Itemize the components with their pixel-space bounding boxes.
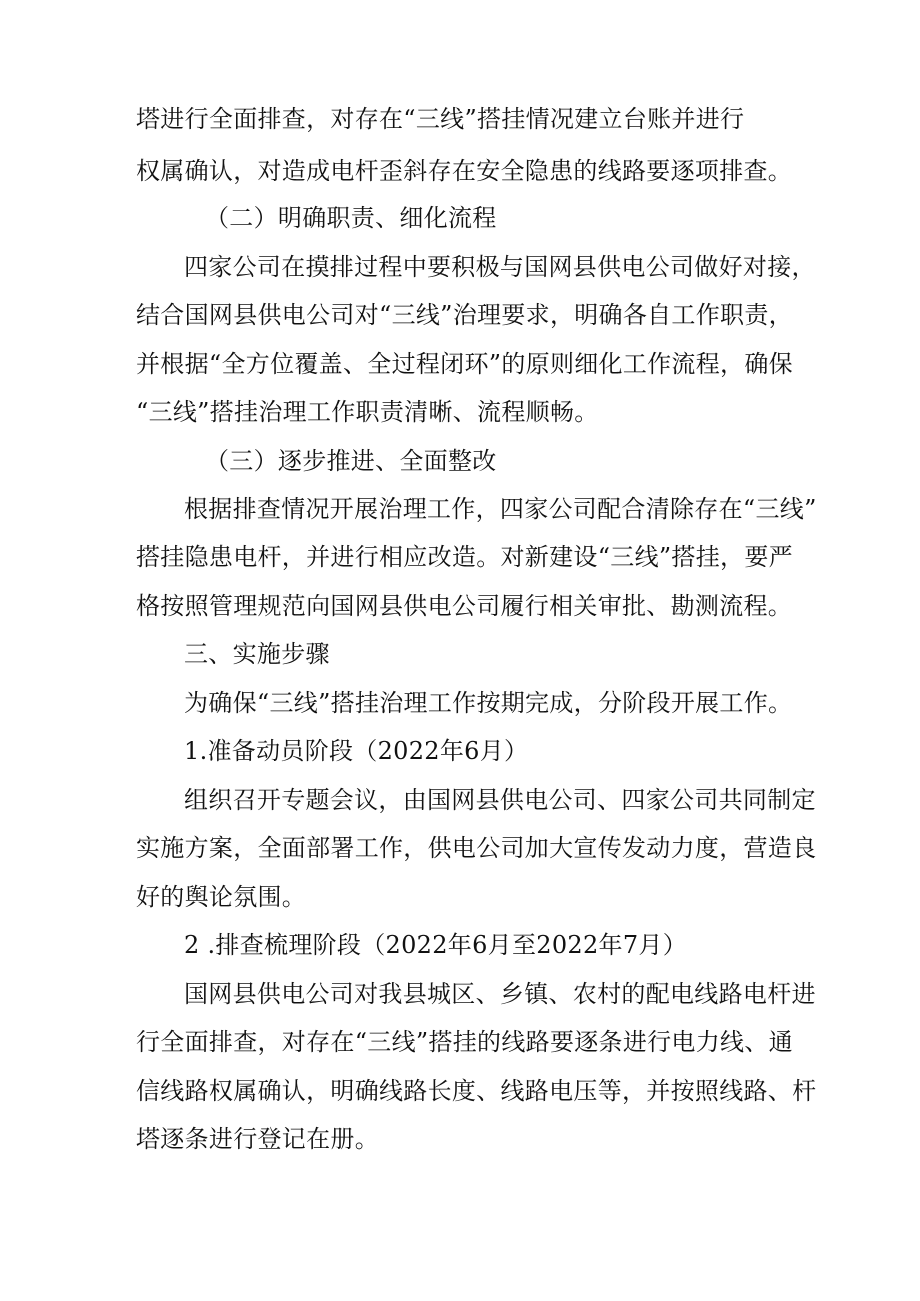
body-line: 信线路权属确认，明确线路长度、线路电压等，并按照线路、杆 (136, 1077, 817, 1105)
section-heading: （二）明确职责、细化流程 (205, 204, 497, 232)
body-line: 结合国网县供电公司对“三线”治理要求，明确各自工作职责， (136, 301, 793, 329)
body-line: 四家公司在摸排过程中要积极与国网县供电公司做好对接， (184, 253, 816, 281)
body-line: 实施方案，全面部署工作，供电公司加大宣传发动力度，营造良 (136, 834, 817, 862)
step-heading: 2 .排查梳理阶段（2022年6月至2022年7月） (184, 931, 688, 959)
body-line: 好的舆论氛围。 (136, 883, 307, 911)
body-line: 塔逐条进行登记在册。 (136, 1125, 379, 1153)
body-line: 搭挂隐患电杆，并进行相应改造。对新建设“三线”搭挂，要严 (136, 543, 793, 571)
section-heading: （三）逐步推进、全面整改 (205, 447, 497, 475)
body-line: 格按照管理规范向国网县供电公司履行相关审批、勘测流程。 (136, 592, 793, 620)
body-line: 根据排查情况开展治理工作，四家公司配合清除存在“三线” (184, 495, 817, 523)
body-line: 权属确认，对造成电杆歪斜存在安全隐患的线路要逐项排查。 (136, 157, 793, 185)
body-line: 并根据“全方位覆盖、全过程闭环”的原则细化工作流程，确保 (136, 350, 793, 378)
body-line: 为确保“三线”搭挂治理工作按期完成，分阶段开展工作。 (184, 689, 793, 717)
body-line: 组织召开专题会议，由国网县供电公司、四家公司共同制定 (184, 786, 816, 814)
step-heading: 1.准备动员阶段（2022年6月） (184, 737, 529, 765)
body-line: 国网县供电公司对我县城区、乡镇、农村的配电线路电杆进 (184, 980, 816, 1008)
body-line: 行全面排查，对存在“三线”搭挂的线路要逐条进行电力线、通 (136, 1028, 793, 1056)
body-line: “三线”搭挂治理工作职责清晰、流程顺畅。 (136, 398, 599, 426)
body-line: 塔进行全面排查，对存在“三线”搭挂情况建立台账并进行 (136, 105, 745, 133)
section-heading: 三、实施步骤 (184, 640, 330, 668)
